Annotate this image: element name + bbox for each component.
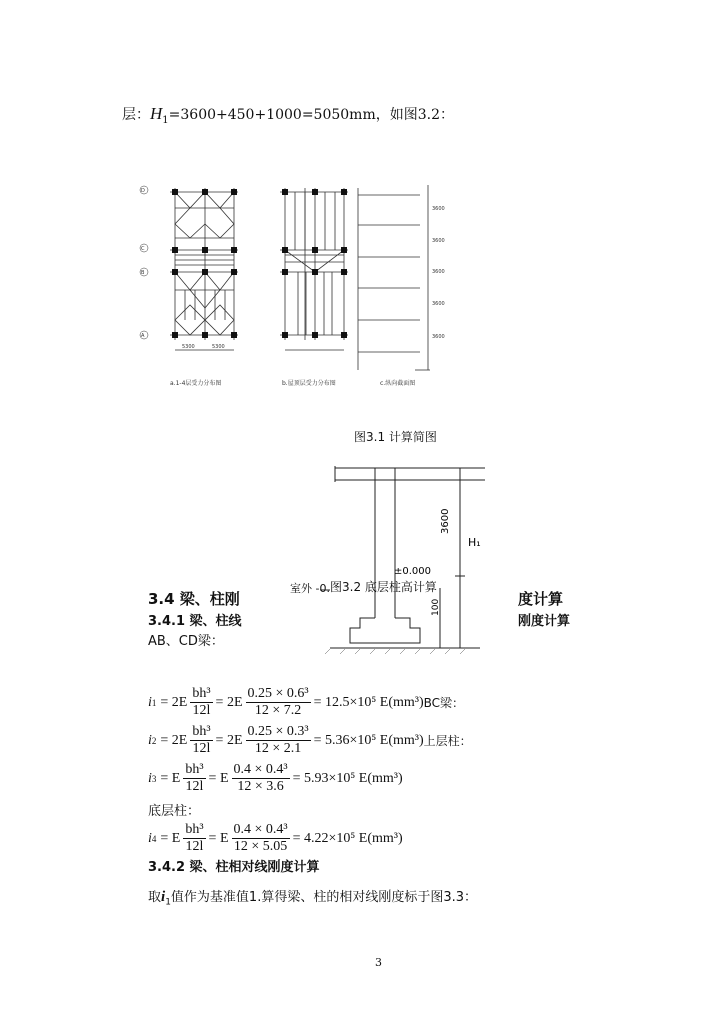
eq4-den2: 12 × 5.05	[233, 839, 288, 854]
eq1-frac1	[190, 686, 212, 719]
outdoor-mark: -0.	[315, 582, 330, 595]
eq3-lhs: i	[148, 770, 152, 786]
columns-a	[172, 189, 237, 338]
intro-prefix: 层：	[122, 107, 150, 123]
section-3-4-1-right: 刚度计算	[518, 614, 571, 629]
eq2-frac1	[190, 724, 212, 757]
eq2-mid: = 2E	[215, 732, 243, 748]
eq3-lhs-sub: 3	[151, 773, 157, 784]
section-3-4-2-title: 3.4.2 梁、柱相对线刚度计算	[148, 860, 320, 875]
eq2-lhs-sub: 2	[151, 735, 157, 746]
eq3-frac1	[183, 762, 205, 795]
eq1-lhs-sub: 1	[151, 697, 157, 708]
axis-D: D	[141, 188, 145, 194]
columns-b	[282, 189, 347, 338]
eq2-tail: 上层柱：	[423, 734, 472, 748]
ab-cd-label: AB、CD梁：	[148, 634, 224, 649]
figure-3-2-caption: 图3.2 底层柱高计算	[330, 580, 437, 594]
bottom-column-label: 底层柱：	[148, 804, 201, 819]
eq2-res: = 5.36×10⁵ E(mm³)	[313, 732, 424, 748]
eq1-tail: BC梁：	[423, 696, 465, 710]
eq2-den2: 12 × 2.1	[254, 741, 302, 756]
intro-line	[122, 104, 454, 126]
elev-3: 3600	[432, 269, 445, 275]
eq2-den1: 12l	[192, 741, 211, 756]
final-post: 值作为基准值1.算得梁、柱的相对线刚度标于图3.3：	[170, 890, 477, 905]
final-pre: 取	[148, 890, 162, 905]
intro-var: H	[150, 104, 163, 123]
intro-text: =3600+450+1000=5050mm，如图3.2：	[168, 107, 455, 123]
equation-i2	[148, 724, 472, 757]
eq1-den1: 12l	[192, 703, 211, 718]
eq3-den1: 12l	[185, 779, 204, 794]
outdoor-text: 室外	[290, 582, 312, 595]
eq2-num2: 0.25 × 0.3³	[247, 724, 309, 739]
equation-i1	[148, 686, 464, 719]
figure-3-1-caption: 图3.1 计算简图	[354, 430, 437, 444]
eq3-den2: 12 × 3.6	[237, 779, 284, 794]
section-3-4-title-right: 度计算	[518, 590, 564, 608]
section-c	[358, 185, 430, 370]
equation-i3	[148, 762, 403, 795]
equation-i4	[148, 822, 403, 855]
page-number: 3	[375, 956, 382, 969]
eq4-num1: bh³	[185, 822, 204, 837]
sub-caption-b: b.屋顶层受力分布图	[282, 380, 336, 387]
axis-C: C	[141, 246, 145, 252]
eq4-num2: 0.4 × 0.4³	[233, 822, 288, 837]
final-sub: 1	[165, 897, 171, 908]
eq1-den2: 12 × 7.2	[254, 703, 302, 718]
eq4-mid: = E	[208, 830, 229, 846]
eq1-frac2	[246, 686, 311, 719]
eq1-num1: bh³	[192, 686, 211, 701]
eq3-mid: = E	[208, 770, 229, 786]
elev-1: 3600	[432, 206, 445, 212]
eq3-num1: bh³	[185, 762, 204, 777]
elev-4: 3600	[432, 301, 445, 307]
section-3-4-title-left: 3.4 梁、柱刚	[148, 590, 240, 608]
eq1-pre: = 2E	[160, 694, 188, 710]
eq3-pre: = E	[160, 770, 181, 786]
eq4-lhs: i	[148, 830, 152, 846]
dim-H1: H₁	[468, 536, 481, 549]
sub-captions	[170, 379, 415, 387]
eq4-den1: 12l	[185, 839, 204, 854]
eq1-mid: = 2E	[215, 694, 243, 710]
eq2-frac2	[246, 724, 311, 757]
section-3-4-1-left: 3.4.1 梁、柱线	[148, 614, 242, 629]
eq2-lhs: i	[148, 732, 152, 748]
eq3-num2: 0.4 × 0.4³	[233, 762, 288, 777]
eq4-frac2	[232, 822, 290, 855]
eq4-res: = 4.22×10⁵ E(mm³)	[292, 830, 403, 846]
eq4-pre: = E	[160, 830, 181, 846]
figure-3-2-drawing	[320, 448, 490, 658]
eq2-num1: bh³	[192, 724, 211, 739]
eq4-lhs-sub: 4	[151, 833, 157, 844]
intro-sub: 1	[162, 114, 169, 126]
sub-caption-a: a.1-4层受力分布图	[170, 380, 222, 387]
eq3-res: = 5.93×10⁵ E(mm³)	[292, 770, 403, 786]
axis-B: B	[141, 270, 145, 276]
eq4-frac1	[183, 822, 205, 855]
eq1-res: = 12.5×10⁵ E(mm³)	[313, 694, 424, 710]
dim-3600: 3600	[440, 508, 451, 534]
span-2: 5300	[212, 344, 225, 350]
eq1-num2: 0.25 × 0.6³	[247, 686, 309, 701]
outdoor-label	[290, 580, 330, 596]
final-line	[148, 886, 477, 908]
eq3-frac2	[232, 762, 290, 795]
final-var: i	[161, 889, 166, 905]
span-1: 5300	[182, 344, 195, 350]
sub-caption-c: c.纵向截面图	[380, 380, 416, 387]
figure-3-1-drawing	[130, 180, 450, 395]
elev-2: 3600	[432, 238, 445, 244]
eq1-lhs: i	[148, 694, 152, 710]
elev-5: 3600	[432, 334, 445, 340]
axis-labels	[140, 186, 445, 350]
eq2-pre: = 2E	[160, 732, 188, 748]
elev-zero: ±0.000	[394, 566, 432, 577]
axis-A: A	[141, 333, 145, 339]
dim-bottom: 100	[431, 598, 441, 616]
